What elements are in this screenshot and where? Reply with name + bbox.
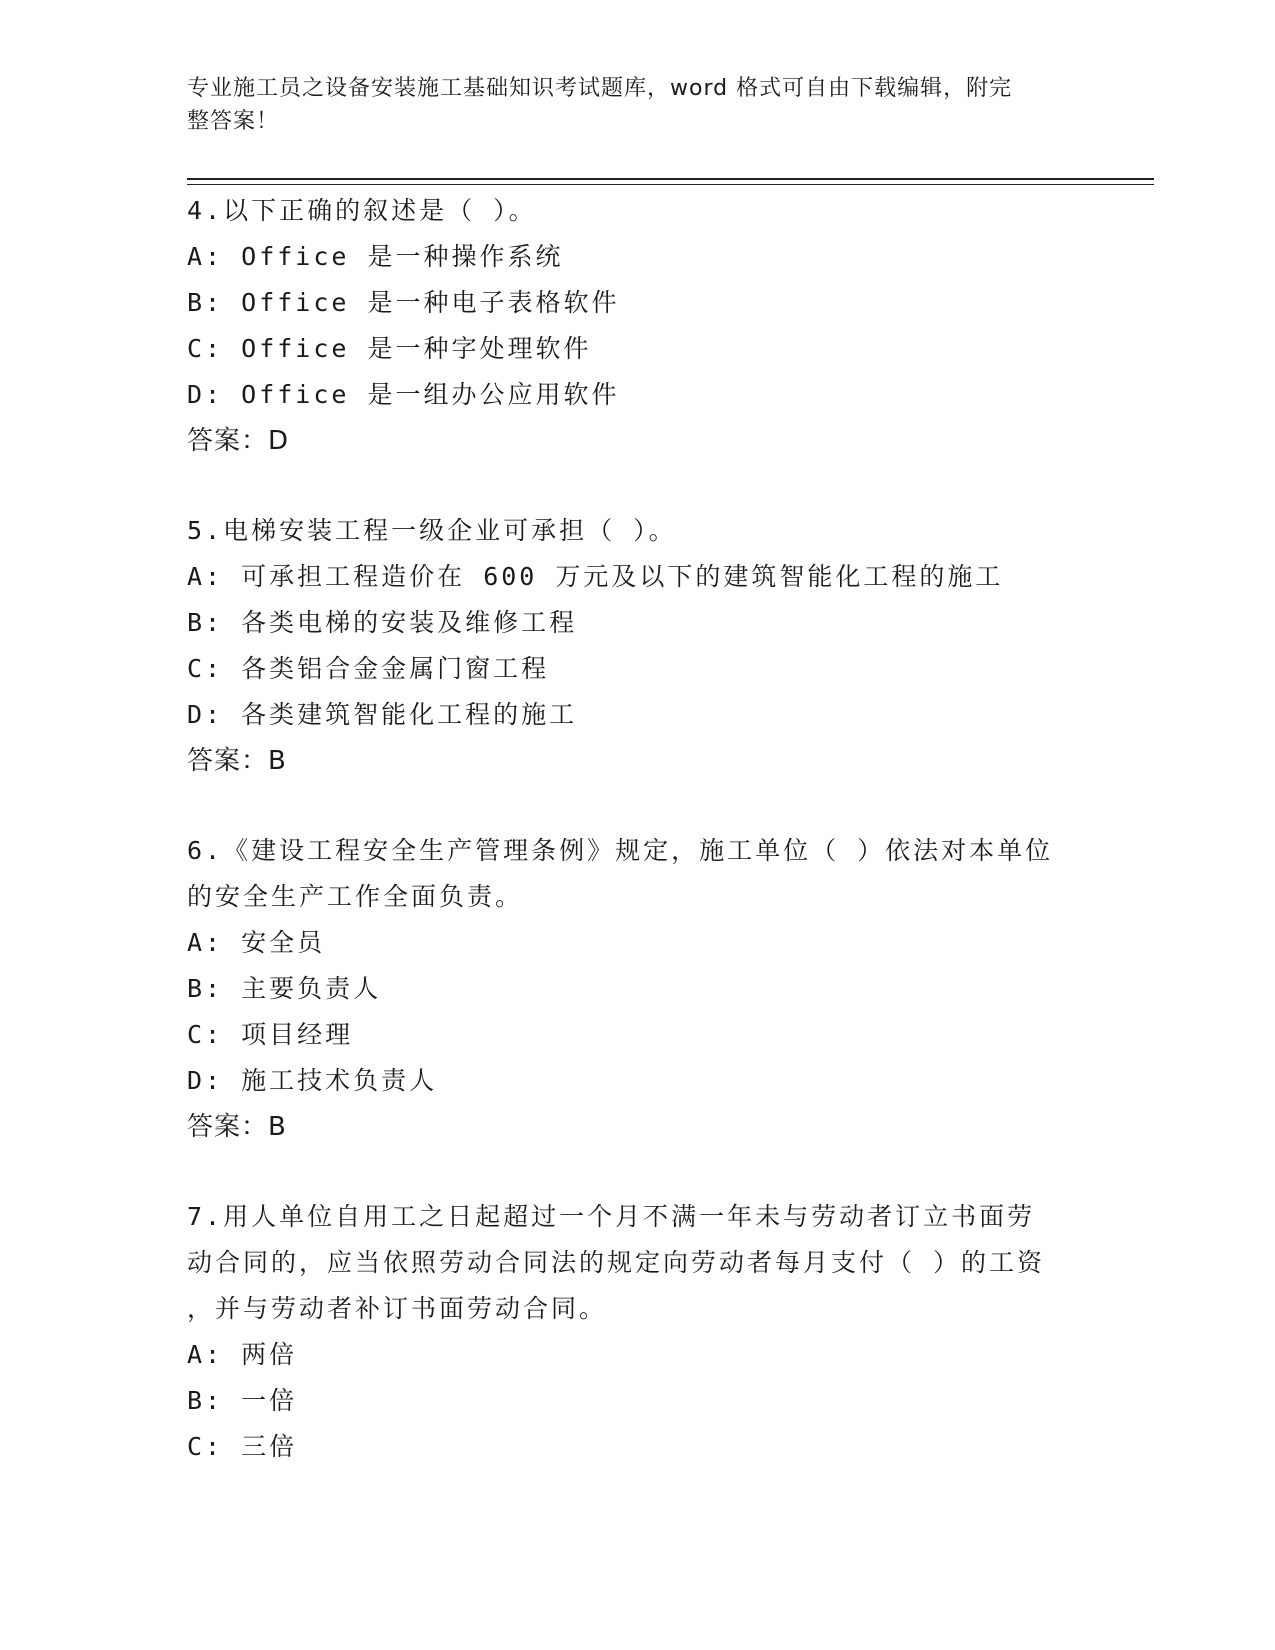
question-block: [187, 508, 1087, 784]
answer-option: B: Office 是一种电子表格软件: [187, 288, 620, 317]
answer-option: A: Office 是一种操作系统: [187, 242, 564, 271]
question-stem: 的安全生产工作全面负责。: [187, 882, 524, 911]
question-stem: 5.电梯安装工程一级企业可承担（ ）。: [187, 516, 677, 545]
answer-option: B: 各类电梯的安装及维修工程: [187, 608, 578, 637]
answer-option: C: Office 是一种字处理软件: [187, 334, 592, 363]
answer-option: A: 两倍: [187, 1340, 298, 1369]
header-divider-thick: [187, 178, 1154, 180]
question-spacer: [187, 784, 1087, 828]
answer-key: 答案：D: [187, 426, 290, 456]
answer-option: C: 项目经理: [187, 1020, 354, 1049]
question-stem: 7.用人单位自用工之日起超过一个月不满一年未与劳动者订立书面劳: [187, 1202, 1036, 1231]
answer-option: B: 主要负责人: [187, 974, 382, 1003]
answer-option: C: 各类铝合金金属门窗工程: [187, 654, 550, 683]
question-stem: 4.以下正确的叙述是（ ）。: [187, 196, 537, 225]
question-stem: 6.《建设工程安全生产管理条例》规定，施工单位（ ）依法对本单位: [187, 836, 1054, 865]
document-header: [187, 72, 1067, 138]
answer-option: C: 三倍: [187, 1432, 298, 1461]
answer-option: D: 施工技术负责人: [187, 1066, 438, 1095]
answer-option: B: 一倍: [187, 1386, 298, 1415]
answer-key: 答案：B: [187, 1112, 287, 1142]
header-divider-thin: [187, 184, 1154, 185]
answer-key: 答案：B: [187, 746, 287, 776]
question-spacer: [187, 464, 1087, 508]
answer-option: D: 各类建筑智能化工程的施工: [187, 700, 578, 729]
question-block: [187, 188, 1087, 464]
question-stem: 动合同的，应当依照劳动合同法的规定向劳动者每月支付（ ）的工资: [187, 1248, 1046, 1277]
question-stem: ，并与劳动者补订书面劳动合同。: [187, 1294, 608, 1323]
question-block: [187, 1194, 1087, 1470]
answer-option: D: Office 是一组办公应用软件: [187, 380, 620, 409]
question-block: [187, 828, 1087, 1150]
question-list: [187, 188, 1087, 1470]
answer-option: A: 安全员: [187, 928, 326, 957]
header-line-1: 专业施工员之设备安装施工基础知识考试题库，word 格式可自由下载编辑，附完: [187, 76, 1013, 101]
question-spacer: [187, 1150, 1087, 1194]
answer-option: A: 可承担工程造价在 600 万元及以下的建筑智能化工程的施工: [187, 562, 1004, 591]
header-line-2: 整答案！: [187, 109, 280, 134]
